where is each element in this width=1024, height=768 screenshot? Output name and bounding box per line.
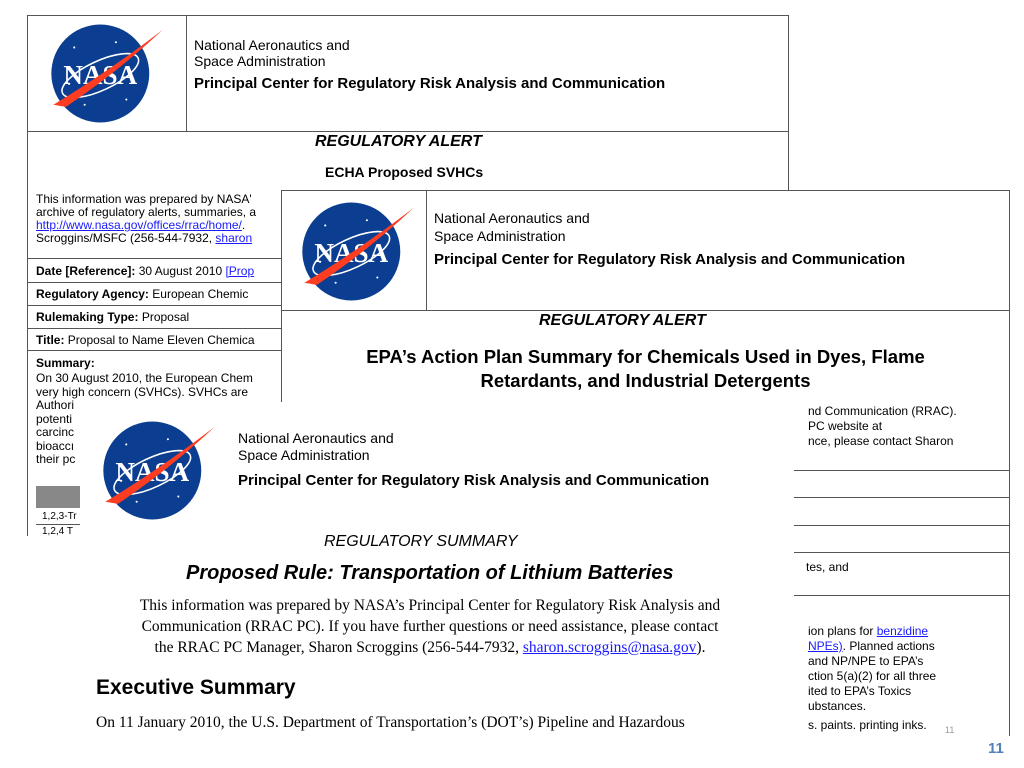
- summary-label: Summary:: [36, 356, 95, 370]
- doc-title: Proposed Rule: Transportation of Lithium Batteries: [186, 562, 674, 584]
- title-row: Title: Proposal to Name Eleven Chemica: [36, 333, 255, 347]
- nasa-logo: [95, 418, 220, 523]
- agency-name-line1: National Aeronautics and: [238, 430, 394, 446]
- center-name: Principal Center for Regulatory Risk Analysis and Communication: [194, 75, 666, 92]
- doc-kind: REGULATORY ALERT: [539, 312, 706, 329]
- intro-text: nd Communication (RRAC). PC website at nce, please contact Sharon: [808, 404, 957, 448]
- benzidine-link[interactable]: benzidine: [876, 624, 929, 638]
- body-text: On 11 January 2010, the U.S. Department of Transportation’s (DOT’s) Pipeline and Hazardous: [96, 714, 685, 731]
- row-text: tes, and: [806, 560, 849, 574]
- intro-text: This information was prepared by NASA’s Principal Center for Regulatory Risk Analysis and Communication (RRAC PC). If you have further questions or need assistance, please contact the RRAC PC Manager, Sharon Scroggins (256-544-7932, sharon.scroggins@nasa.gov).: [139, 597, 721, 656]
- table-row: 1,2,4 T: [42, 526, 73, 536]
- agency-name-line2: Space Administration: [194, 53, 326, 69]
- slide-number: 11: [988, 740, 1004, 757]
- summary-text: ion plans for benzidine NPEs). Planned actions and NP/NPE to EPA’s ction 5(a)(2) for all three ited to EPA’s Toxics ubstances. s. paints. printing inks.: [808, 624, 937, 732]
- doc-kind: REGULATORY ALERT: [315, 133, 482, 150]
- agency-name-line2: Space Administration: [238, 447, 370, 463]
- nasa-logo: [294, 199, 419, 304]
- center-name: Principal Center for Regulatory Risk Analysis and Communication: [434, 251, 906, 268]
- doc-title: EPA’s Action Plan Summary for Chemicals Used in Dyes, Flame Retardants, and Industrial Detergents: [366, 346, 925, 391]
- agency-row: Regulatory Agency: European Chemic: [36, 287, 249, 301]
- nasa-logo: [43, 21, 168, 126]
- page-number: 11: [945, 725, 955, 735]
- summary-text: On 30 August 2010, the European Chem very high concern (SVHCs). SVHCs are Authori potenti carcinc bioaccı their pc: [36, 371, 253, 466]
- agency-name-line1: National Aeronautics and: [194, 37, 350, 53]
- doc-subtitle: ECHA Proposed SVHCs: [325, 164, 484, 180]
- intro-text: This information was prepared by NASA' archive of regulatory alerts, summaries, a http://www.nasa.gov/offices/rrac/home/. Scroggins/MSFC (256-544-7932, sharon: [36, 192, 257, 245]
- date-row: Date [Reference]: 30 August 2010 [Prop: [36, 264, 255, 278]
- table-row: 1,2,3-Tr: [42, 511, 77, 522]
- agency-name-line2: Space Administration: [434, 228, 566, 244]
- agency-name-line1: National Aeronautics and: [434, 210, 590, 226]
- type-row: Rulemaking Type: Proposal: [36, 310, 190, 324]
- proposal-link[interactable]: [Prop: [225, 264, 255, 278]
- rrac-url-link[interactable]: http://www.nasa.gov/offices/rrac/home/: [36, 218, 242, 232]
- email-link[interactable]: sharon: [215, 231, 253, 245]
- doc-kind: REGULATORY SUMMARY: [324, 533, 518, 550]
- email-link[interactable]: sharon.scroggins@nasa.gov: [522, 639, 697, 656]
- section-heading: Executive Summary: [96, 676, 296, 699]
- center-name: Principal Center for Regulatory Risk Analysis and Communication: [238, 472, 710, 489]
- npes-link[interactable]: NPEs): [808, 639, 843, 653]
- doc-lithium-summary: [80, 402, 794, 747]
